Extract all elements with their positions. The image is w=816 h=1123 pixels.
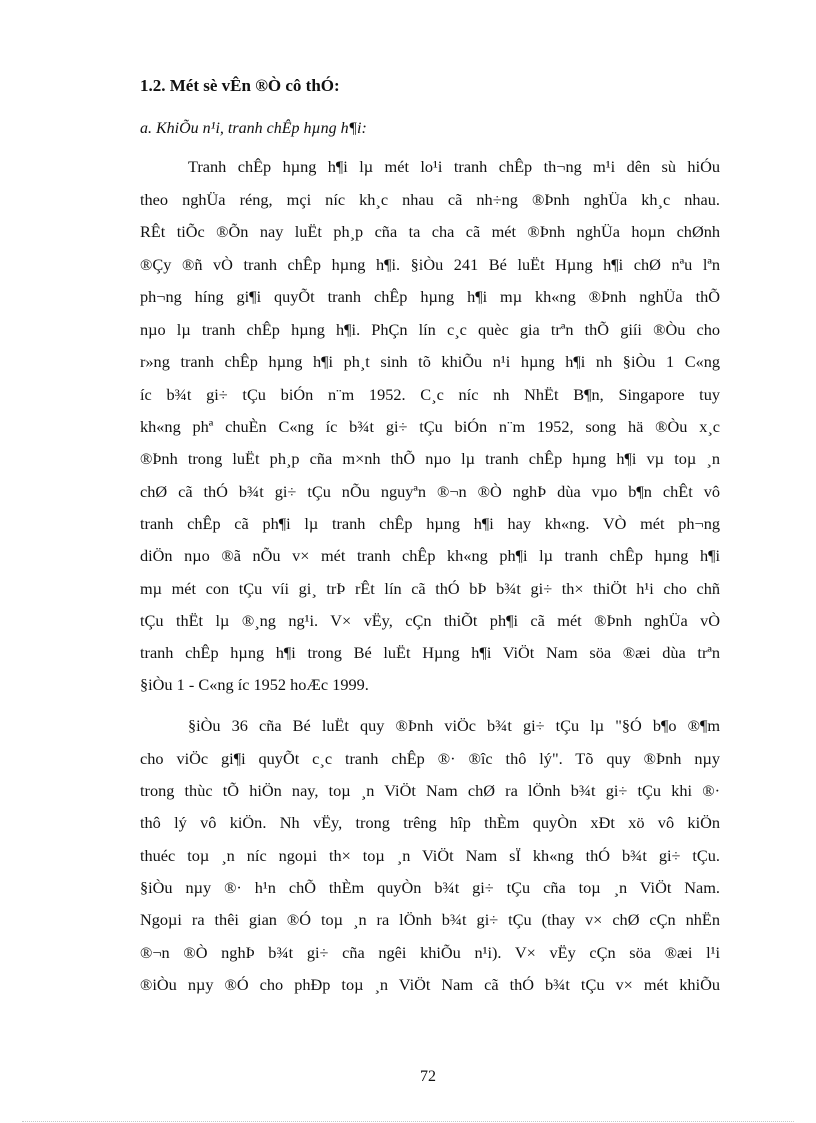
text-line: tranh chÊp hµng h¶i trong Bé luËt Hµng h¶i ViÖt Nam söa ®æi dùa trªn xyxy=(140,643,720,662)
text-line: cho viÖc gi¶i quyÕt c¸c tranh chÊp ®· ®îc thô lý". Tõ quy ®Þnh nµy xyxy=(140,749,720,768)
text-line: Tranh chÊp hµng h¶i lµ mét lo¹i tranh chÊp th¬ng m¹i dên sù hiÓu xyxy=(188,157,720,176)
text-line: chØ cã thÓ b¾t gi÷ tÇu nÕu nguyªn ®¬n ®Ò nghÞ dùa vµo b¶n chÊt vô xyxy=(140,482,720,501)
text-line: RÊt tiÕc ®Õn nay luËt ph¸p cña ta cha cã mét ®Þnh nghÜa hoµn chØnh xyxy=(140,222,720,241)
text-line: ®Çy ®ñ vÒ tranh chÊp hµng h¶i. §iÒu 241 Bé luËt Hµng h¶i chØ nªu lªn xyxy=(140,255,720,274)
text-line: Ngoµi ra thêi gian ®Ó toµ ¸n ra lÖnh b¾t gi÷ tÇu (thay v× chØ cÇn nhËn xyxy=(140,910,720,929)
text-line: ph¬ng híng gi¶i quyÕt tranh chÊp hµng h¶i mµ kh«ng ®Þnh nghÜa thÕ xyxy=(140,287,720,306)
text-line: ®¬n ®Ò nghÞ b¾t gi÷ cña ngêi khiÕu n¹i). V× vËy cÇn söa ®æi l¹i xyxy=(140,943,720,962)
text-line: §iÒu nµy ®· h¹n chÕ thÈm quyÒn b¾t gi÷ tÇu cña toµ ¸n ViÖt Nam. xyxy=(140,878,720,897)
text-line: §iÒu 36 cña Bé luËt quy ®Þnh viÖc b¾t gi÷ tÇu lµ "§Ó b¶o ®¶m xyxy=(188,716,720,735)
text-line: mµ mét con tÇu víi gi¸ trÞ rÊt lín cã thÓ bÞ b¾t gi÷ th× thiÖt h¹i cho chñ xyxy=(140,579,720,598)
text-line: thô lý vô kiÖn. Nh vËy, trong trêng hîp thÈm quyÒn xÐt xö vô kiÖn xyxy=(140,813,720,832)
text-line: r»ng tranh chÊp hµng h¶i ph¸t sinh tõ khiÕu n¹i hµng h¶i nh §iÒu 1 C«ng xyxy=(140,352,720,371)
text-line: tranh chÊp cã ph¶i lµ tranh chÊp hµng h¶i hay kh«ng. VÒ mét ph¬ng xyxy=(140,514,720,533)
page-number: 72 xyxy=(420,1068,436,1085)
text-line: nµo lµ tranh chÊp hµng h¶i. PhÇn lín c¸c quèc gia trªn thÕ giíi ®Òu cho xyxy=(140,320,720,339)
text-line: thuéc toµ ¸n níc ngoµi th× toµ ¸n ViÖt Nam sÏ kh«ng thÓ b¾t gi÷ tÇu. xyxy=(140,846,720,865)
text-line: trong thùc tÕ hiÖn nay, toµ ¸n ViÖt Nam chØ ra lÖnh b¾t gi÷ tÇu khi ®· xyxy=(140,781,720,800)
text-line: íc b¾t gi÷ tÇu biÓn n¨m 1952. C¸c níc nh NhËt B¶n, Singapore tuy xyxy=(140,385,720,404)
text-line: kh«ng phª chuÈn C«ng íc b¾t gi÷ tÇu biÓn n¨m 1952, song hä ®Òu x¸c xyxy=(140,417,720,436)
text-line: ®iÒu nµy ®Ó cho phÐp toµ ¸n ViÖt Nam cã thÓ b¾t tÇu v× mét khiÕu xyxy=(140,975,720,994)
text-line: §iÒu 1 - C«ng íc 1952 hoÆc 1999. xyxy=(140,675,369,694)
text-line: tÇu thËt lµ ®¸ng ng¹i. V× vËy, cÇn thiÕt ph¶i cã mét ®Þnh nghÜa vÒ xyxy=(140,611,720,630)
page-bottom-divider xyxy=(22,1121,794,1122)
text-line: ®Þnh trong luËt ph¸p cña m×nh thÕ nµo lµ tranh chÊp hµng h¶i vµ toµ ¸n xyxy=(140,449,720,468)
section-heading: 1.2. Mét sè vÊn ®Ò cô thÓ: xyxy=(140,76,340,95)
text-line: theo nghÜa réng, mçi níc kh¸c nhau cã nh÷ng ®Þnh nghÜa kh¸c nhau. xyxy=(140,190,720,209)
section-subheading: a. KhiÕu n¹i, tranh chÊp hµng h¶i: xyxy=(140,120,367,137)
text-line: diÖn nµo ®ã nÕu v× mét tranh chÊp kh«ng ph¶i lµ tranh chÊp hµng h¶i xyxy=(140,546,720,565)
